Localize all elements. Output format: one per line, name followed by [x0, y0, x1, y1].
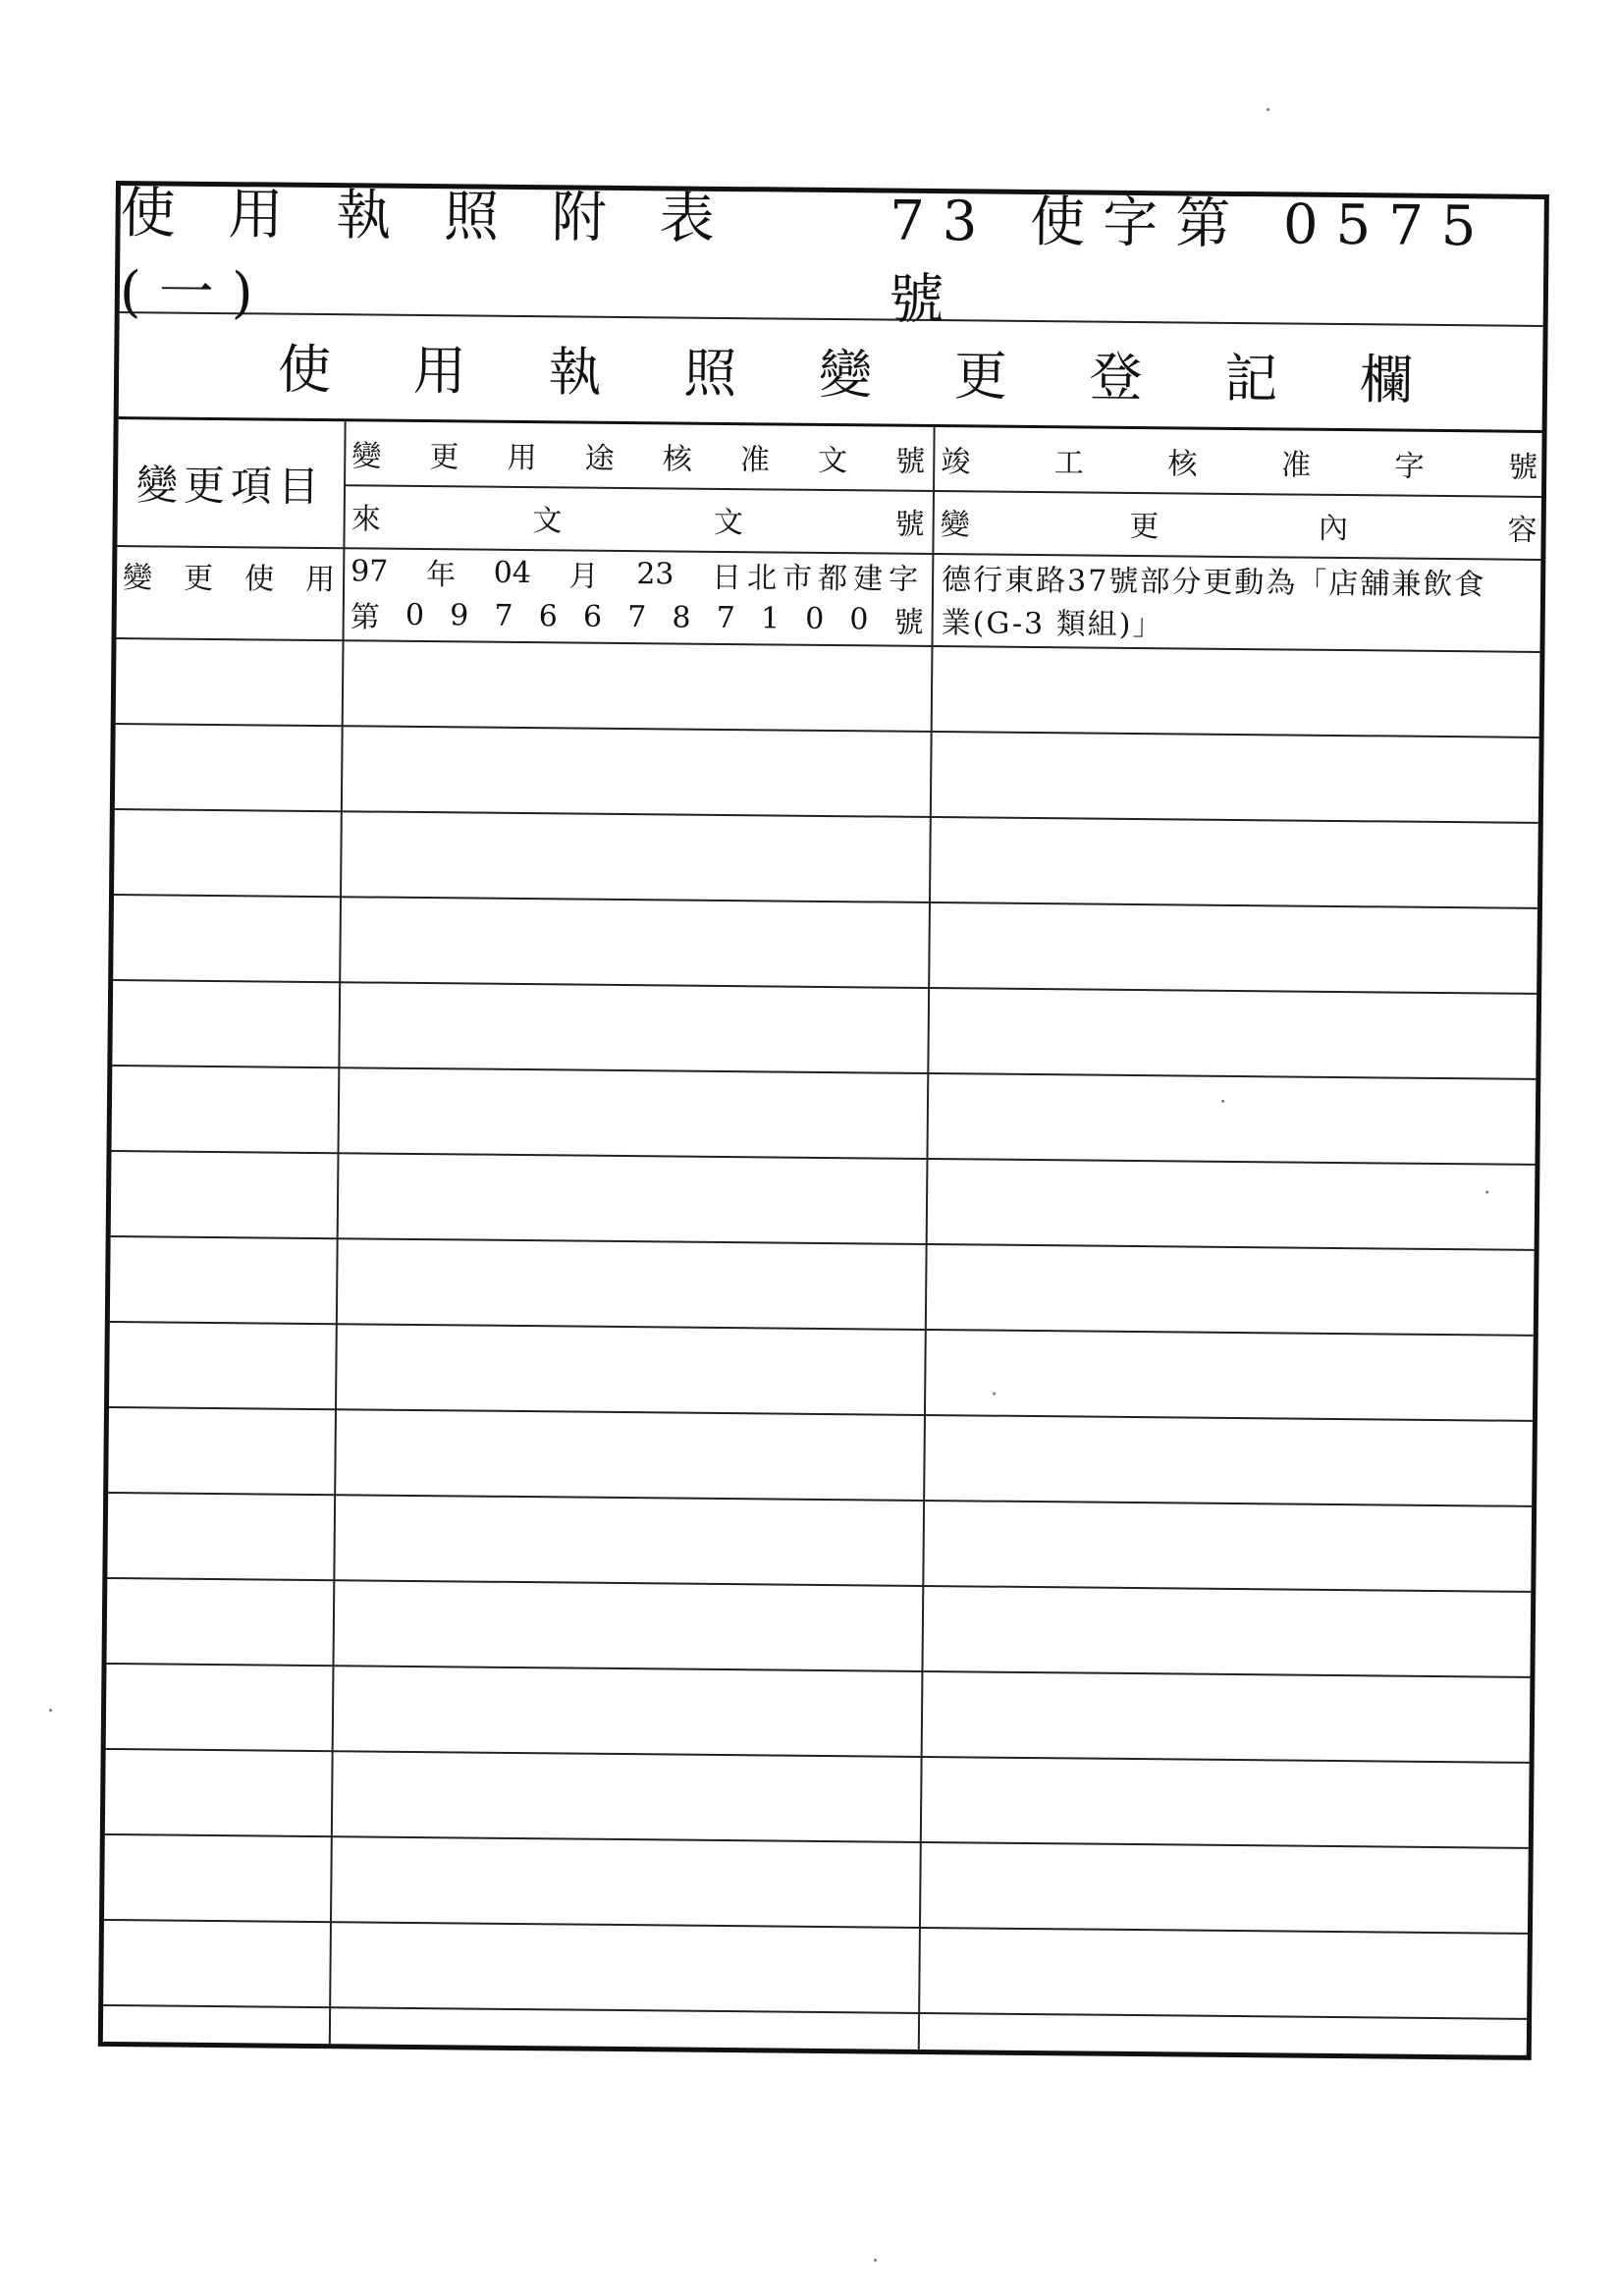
header-change-item: [117, 419, 344, 547]
subtitle-char: 登: [1089, 346, 1143, 410]
header-char: 變: [940, 508, 970, 543]
empty-row-divider: [106, 1663, 1530, 1678]
scan-speck: [993, 1393, 996, 1395]
scan-speck: [1267, 108, 1269, 111]
header-char: 文: [817, 443, 848, 479]
empty-row-divider: [106, 1748, 1530, 1764]
change-register-table: [103, 419, 1542, 2055]
header-char: 文: [713, 505, 744, 541]
doc-part: 97: [351, 553, 389, 589]
row-doc-line1: [345, 549, 930, 598]
row-item-change-use: [117, 547, 341, 598]
doc-part: 7: [627, 599, 647, 634]
header-change-item-label: 變更項目: [135, 461, 326, 512]
subtitle-char: 記: [1224, 347, 1278, 410]
subtitle-char: 欄: [1359, 349, 1414, 411]
empty-row-divider: [107, 1577, 1531, 1593]
doc-part: 月: [568, 559, 599, 594]
header-completion-approval-no: [935, 427, 1544, 496]
header-char: 工: [1053, 446, 1085, 481]
header-change-content: [934, 490, 1543, 559]
row-content-line2: 業(G-3 類組)」: [941, 606, 1164, 643]
subtitle-char: 用: [412, 339, 467, 403]
empty-row-divider: [115, 808, 1538, 824]
doc-part: 0: [404, 597, 425, 632]
header-char: 核: [1167, 447, 1198, 482]
empty-row-divider: [111, 1235, 1535, 1251]
empty-row-divider: [105, 1833, 1529, 1849]
header-char: 竣: [941, 445, 971, 480]
item-char: 變: [122, 561, 153, 596]
empty-row-divider: [112, 1150, 1536, 1166]
doc-part: 7: [494, 598, 513, 633]
empty-row-divider: [108, 1492, 1532, 1507]
item-char: 用: [304, 562, 336, 598]
header-char: 變: [351, 439, 382, 474]
row-content-line1: 德行東路37號部分更動為「店舖兼飲食: [941, 563, 1486, 603]
change-register-heading: [119, 311, 1543, 433]
doc-part: 1: [760, 600, 781, 636]
empty-row-divider: [113, 979, 1537, 995]
doc-part: 04: [493, 555, 532, 590]
empty-row-divider: [110, 1321, 1534, 1337]
empty-row-divider: [112, 1065, 1536, 1080]
header-char: 核: [662, 442, 693, 477]
header-char: 文: [532, 504, 563, 539]
header-char: 號: [1508, 450, 1538, 485]
subtitle-char: 使: [277, 338, 332, 402]
doc-part: 年: [425, 558, 457, 593]
header-char: 准: [1280, 448, 1312, 483]
empty-row-divider: [103, 2004, 1527, 2020]
header-char: 號: [895, 444, 926, 479]
column-divider: [918, 427, 936, 2050]
header-char: 更: [429, 440, 459, 475]
scan-speck: [874, 2259, 877, 2262]
row-doc-line2: [345, 592, 930, 641]
doc-part: 8: [672, 599, 691, 635]
header-char: 字: [1394, 449, 1425, 484]
empty-row-divider: [104, 1919, 1528, 1935]
doc-part: 日北市都建字: [711, 560, 925, 597]
scan-speck: [1221, 1100, 1224, 1103]
item-char: 更: [183, 561, 214, 596]
header-char: 內: [1318, 511, 1349, 547]
subtitle-char: 照: [683, 342, 737, 406]
header-char: 來: [351, 502, 381, 537]
title-number: 73 使字第 0575 號: [889, 189, 1494, 333]
doc-part: 6: [582, 599, 603, 634]
doc-part: 第: [350, 600, 380, 635]
empty-row-divider: [109, 1406, 1533, 1422]
doc-part: 7: [716, 600, 735, 635]
subtitle-char: 變: [818, 343, 873, 407]
subtitle-char: 更: [953, 345, 1008, 408]
doc-part: 23: [636, 556, 674, 591]
header-approval-doc-no: [346, 421, 932, 490]
license-table-frame: [98, 181, 1549, 2060]
column-divider: [329, 421, 347, 2044]
header-char: 准: [739, 443, 771, 478]
doc-part: 0: [804, 601, 825, 636]
item-char: 使: [243, 562, 275, 597]
empty-row-divider: [116, 723, 1539, 738]
doc-part: 號: [893, 605, 924, 640]
header-char: 更: [1129, 509, 1160, 545]
header-char: 用: [507, 440, 537, 476]
doc-part: 0: [849, 601, 869, 636]
scan-speck: [49, 1709, 52, 1712]
header-incoming-doc-no: [345, 484, 931, 553]
header-char: 號: [894, 507, 925, 542]
header-char: 途: [584, 441, 615, 476]
empty-row-divider: [114, 894, 1537, 909]
header-char: 容: [1507, 513, 1537, 548]
subtitle-char: 執: [548, 341, 602, 404]
title-prefix: 使 用 執 照 附 表 (一): [119, 182, 732, 326]
doc-part: 9: [450, 597, 469, 632]
document-title: [119, 182, 1544, 333]
doc-part: 6: [538, 598, 558, 633]
scan-speck: [1485, 1190, 1488, 1193]
